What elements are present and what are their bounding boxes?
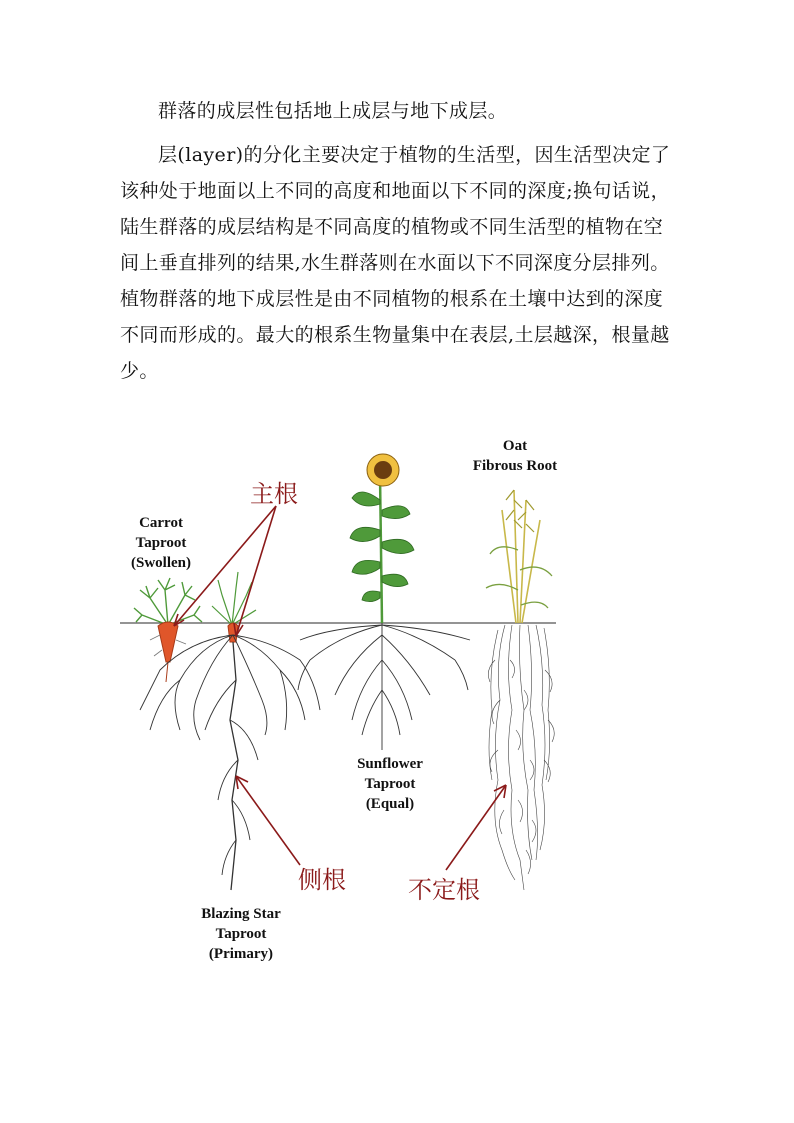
- oat-plant: [486, 490, 554, 890]
- carrot-plant: [134, 578, 202, 682]
- main-root-annotation: 主根: [250, 480, 298, 508]
- sunflower-label-line-3: (Equal): [365, 796, 415, 812]
- carrot-label-line-1: Carrot: [139, 515, 183, 531]
- sunflower-label-line-1: Sunflower: [357, 756, 423, 772]
- paragraph-1: 群落的成层性包括地上成层与地下成层。: [158, 100, 508, 122]
- sunflower-plant: [298, 454, 470, 750]
- sunflower-label-line-2: Taproot: [364, 776, 416, 792]
- sunflower-head: [367, 454, 399, 486]
- blazing-star-label-line-2: Taproot: [215, 926, 267, 942]
- root-illustration: [0, 430, 794, 990]
- carrot-label-line-3: (Swollen): [131, 555, 191, 571]
- annotation-arrows: [174, 506, 506, 870]
- paragraph-2: 层(layer)的分化主要决定于植物的生活型，因生活型决定了该种处于地面以上不同的高度和地面以下不同的深度;换句话说，陆生群落的成层结构是不同高度的植物或不同生活型的植物在空间上垂直排列的结果,水生群落则在水面以下不同深度分层排列。植物群落的地下成层性是由不同植物的根系在土壤中达到的深度不同而形成的。最大的根系生物量集中在表层,土层越深，根量越少。: [120, 144, 671, 382]
- fibrous-root-mass: [488, 625, 554, 890]
- carrot-label-line-2: Taproot: [135, 535, 187, 551]
- oat-label-line-1: Oat: [502, 438, 528, 454]
- oat-label-line-2: Fibrous Root: [472, 458, 558, 474]
- blazing-star-label-line-1: Blazing Star: [201, 906, 281, 922]
- adventitious-root-annotation: 不定根: [408, 876, 480, 904]
- blazing-star-label: [186, 904, 296, 964]
- sunflower-label: [342, 754, 438, 814]
- lateral-root-annotation: 侧根: [298, 866, 346, 894]
- body-text: [120, 93, 676, 389]
- oat-label: [460, 436, 570, 476]
- blazing-star-label-line-3: (Primary): [208, 946, 274, 962]
- carrot-label: [122, 513, 200, 573]
- root-system-figure: [0, 430, 794, 990]
